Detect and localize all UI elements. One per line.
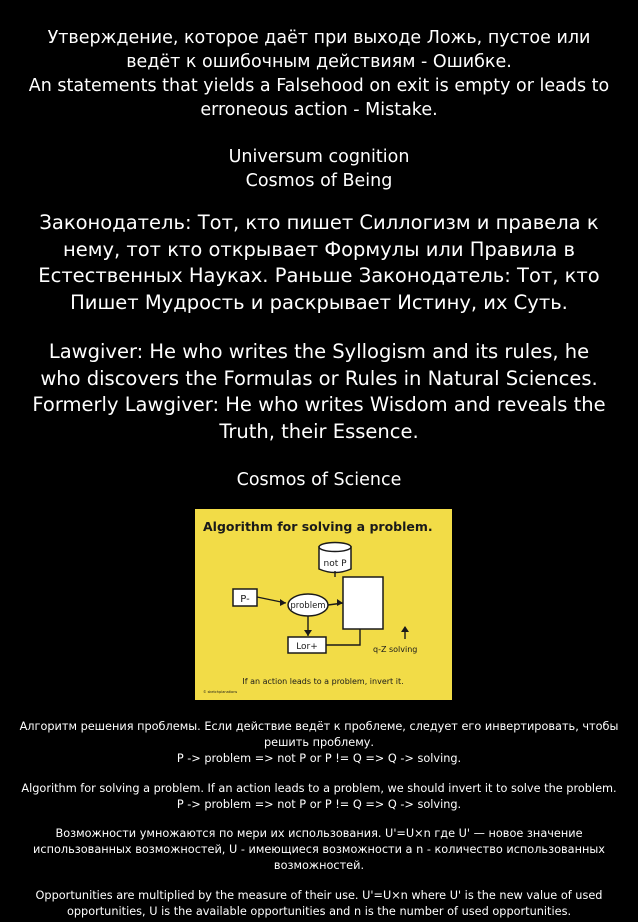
opportunities-en-section — [0, 888, 638, 920]
lawgiver-en: Lawgiver: He who writes the Syllogism and its rules, he who discovers the Formulas or Rules in Natural Sciences. Formerly Lawgiver: He who writes Wisdom and reveals the Truth, their Essence. — [32, 340, 606, 443]
lawgiver-en-section — [0, 339, 638, 445]
algorithm-sketch-image — [195, 509, 452, 700]
cosmos-of-being-heading — [0, 145, 638, 193]
algorithm-en-line1: Algorithm for solving a problem. If an action leads to a problem, we should invert it to solve the problem. — [21, 782, 617, 795]
lawgiver-ru-section — [0, 210, 638, 316]
figure-footer: If an action leads to a problem, invert it. — [242, 677, 404, 686]
intro-en: An statements that yields a Falsehood on exit is empty or leads to erroneous action - Mistake. — [28, 76, 610, 120]
cosmos-of-science: Cosmos of Science — [236, 470, 402, 490]
opportunities-ru-section — [0, 826, 638, 874]
opportunities-ru: Возможности умножаются по мери их использования. U'=U×n где U' — новое значение использованных возможностей, U - имеющиеся возможности а n - количество использованных возможностей. — [33, 827, 605, 872]
algorithm-ru-section — [0, 719, 638, 767]
l-or-plus-label: Lor+ — [296, 642, 318, 652]
q-z-solving-label: q-Z solving — [373, 645, 418, 654]
not-p-label: not P — [323, 559, 347, 569]
cosmos-of-being: Cosmos of Being — [245, 171, 393, 191]
problem-label: problem — [290, 601, 326, 611]
figure-title: Algorithm for solving a problem. — [203, 519, 433, 534]
algorithm-en-line2: P -> problem => not P or P != Q => Q -> solving. — [176, 798, 462, 811]
intro-ru: Утверждение, которое даёт при выходе Ложь, пустое или ведёт к ошибочным действиям - Ошибке. — [47, 28, 591, 72]
solving-box — [343, 577, 383, 629]
algorithm-en-section — [0, 781, 638, 813]
opportunities-en: Opportunities are multiplied by the measure of their use. U'=U×n where U' is the new value of used opportunities, U is the available opportunities and n is the number of used opportunities. — [35, 889, 603, 918]
intro-section — [0, 26, 638, 122]
lawgiver-ru: Законодатель: Тот, кто пишет Силлогизм и правела к нему, тот кто открывает Формулы или Правила в Естественных Науках. Раньше Законодатель: Тот, кто Пишет Мудрость и раскрывает Истину, их Суть. — [38, 211, 600, 314]
algorithm-ru-line1: Алгоритм решения проблемы. Если действие ведёт к проблеме, следует его инвертировать, чтобы решить проблему. — [19, 720, 619, 749]
algorithm-ru-line2: P -> problem => not P or P != Q => Q -> solving. — [176, 752, 462, 765]
universum-cognition: Universum cognition — [228, 147, 410, 167]
figure-credit: © sketchplanations — [203, 690, 238, 694]
p-label: P- — [240, 594, 250, 605]
cosmos-of-science-heading — [0, 468, 638, 492]
